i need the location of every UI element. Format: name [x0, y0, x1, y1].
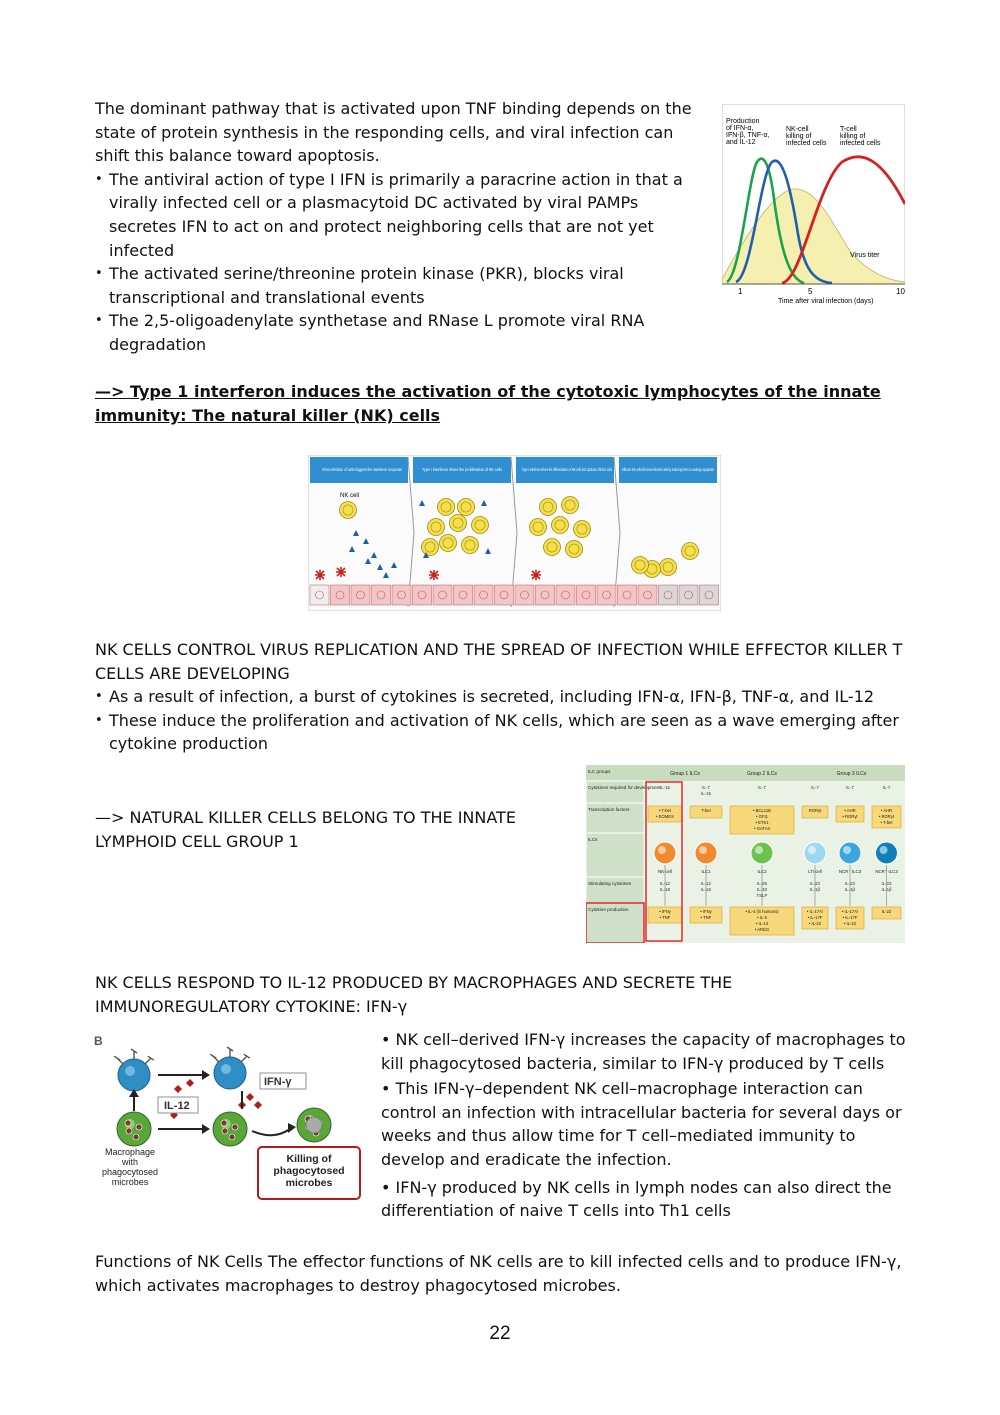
dev-cytokine: IL-15: [700, 791, 712, 796]
ilc-cell-highlight: [843, 846, 851, 854]
killed-microbes: [306, 1117, 322, 1133]
stim-cytokine: IL-1β: [809, 887, 821, 892]
nk-cell: [118, 1059, 150, 1091]
ilc-cell: [654, 842, 676, 864]
transcription-factor: • T-bet: [880, 820, 893, 825]
x-axis-label: Time after viral infection (days): [778, 298, 874, 305]
stim-cytokine: IL-1β: [881, 887, 892, 892]
nk-receptor: [114, 1056, 123, 1064]
nk-cell: [458, 499, 475, 516]
epithelial-cell: [310, 585, 329, 605]
phagocytosed-microbe: [229, 1134, 235, 1140]
intro-paragraph: The dominant pathway that is activated upon TNF binding depends on the state of protein synthesis in the responding cells, and viral infection can shift this balance toward apoptosis.: [95, 99, 692, 166]
dev-cytokine: IL-7: [702, 785, 710, 790]
nk-receptor: [145, 1056, 154, 1064]
nk-cell: [340, 502, 357, 519]
nk-cell-highlight: [221, 1064, 231, 1074]
epithelial-cell: [659, 585, 678, 605]
il12-molecule: [186, 1079, 194, 1087]
production-label: Production of IFN-α, IFN-β, TNF-α, and IL-12: [726, 118, 770, 146]
ilc-cell: [695, 842, 717, 864]
nk-cell: [428, 519, 445, 536]
phagocytosed-microbe: [136, 1124, 142, 1130]
stim-cytokine: IL-33: [756, 887, 768, 892]
stim-cytokine: TSLP: [756, 893, 768, 898]
row-head: Stimulating cytokines: [588, 881, 632, 886]
epithelial-cell: [372, 585, 391, 605]
nk-macrophage-art: [114, 1047, 331, 1146]
intro-section: [95, 97, 695, 357]
row-head: ILC groups: [588, 769, 611, 774]
transcription-factor: • BCL11B: [753, 808, 771, 813]
tick-label: 5: [808, 287, 813, 296]
ilc-name: ILC2: [757, 869, 767, 874]
epithelial-cell: [536, 585, 555, 605]
stim-cytokine: IL-1β: [844, 887, 856, 892]
stim-cytokine: IL-12: [659, 881, 671, 886]
tick-label: 1: [738, 287, 743, 296]
nk-activation-heading: —> Type 1 interferon induces the activation of the cytotoxic lymphocytes of the innate immunity: The natural killer (NK) cells: [95, 382, 881, 425]
nk-killing-label: NK-cell killing of infected cells: [786, 126, 827, 147]
row-head: Cytokines required for development: [588, 785, 661, 790]
nk-cell: [530, 519, 547, 536]
arrow-head: [288, 1123, 296, 1133]
nk-panels-diagram: [308, 455, 721, 611]
nk-cell: [544, 539, 561, 556]
ifn-gamma-label: IFN-γ: [264, 1076, 292, 1088]
row-head: ILCs: [588, 837, 598, 842]
ilc-cell-highlight: [699, 846, 707, 854]
nk-cell: [422, 539, 439, 556]
killing-label: Killing of phagocytosed microbes: [273, 1153, 345, 1189]
transcription-factor: • T-bet: [658, 808, 672, 813]
nk-macrophage-diagram: [92, 1033, 362, 1203]
transcription-factor: • GFI1: [756, 814, 768, 819]
produced-cytokine: • TNF: [700, 915, 712, 920]
ilc-groups-table: [586, 765, 905, 943]
nk-cell: [660, 559, 677, 576]
list-item: • This IFN-γ–dependent NK cell–macrophage interaction can control an infection with intracellular bacteria for several days or weeks and thus allow time for T cell–mediated immunity to develop and eradicate the infection.: [381, 1079, 902, 1169]
arrow: [252, 1129, 290, 1135]
tick-label: 10: [896, 287, 905, 296]
transcription-factor: • RORγt: [842, 814, 858, 819]
panel-title: Virus infection of cells triggers the interferon response: [322, 467, 403, 472]
epithelial-cell: [700, 585, 719, 605]
nk-functions-paragraph: Functions of NK Cells The effector functions of NK cells are to kill infected cells and to produce IFN-γ, which activates macrophages to destroy phagocytosed microbes.: [95, 1252, 902, 1295]
panel-letter: B: [94, 1034, 103, 1048]
panel-title: Type I interferon drives the differentiation of NK cells into cytotoxic effector cells: [522, 467, 613, 472]
arrow-head: [202, 1070, 210, 1080]
nk-cell-highlight: [125, 1066, 135, 1076]
epithelial-cell: [351, 585, 370, 605]
epithelial-cell: [433, 585, 452, 605]
nk-receptor: [241, 1054, 250, 1062]
epithelial-cell: [556, 585, 575, 605]
ilc-cell-highlight: [658, 846, 666, 854]
nk-cell: [552, 517, 569, 534]
phagocytosed-microbe: [133, 1134, 139, 1140]
list-item: • These induce the proliferation and activation of NK cells, which are seen as a wave emerging after cytokine production: [95, 709, 905, 756]
il12-label: IL-12: [164, 1100, 190, 1112]
ilc-cell: [804, 842, 826, 864]
produced-cytokine: • IL-17F: [842, 915, 858, 920]
ilc-cell: [876, 842, 898, 864]
ifn-bullet-list: [95, 168, 695, 357]
ilc-name: NCR⁻ ILC3: [838, 869, 862, 874]
dev-cytokine: IL-7: [846, 785, 854, 790]
produced-cytokine: • IFNγ: [700, 909, 712, 914]
ilc-cell-highlight: [808, 846, 816, 854]
group-header: Group 2 ILCs: [747, 771, 777, 777]
nk-cell: [450, 515, 467, 532]
produced-cytokine: • IFNγ: [659, 909, 671, 914]
epithelial-cell: [679, 585, 698, 605]
page-number: 22: [489, 1323, 511, 1344]
macrophage-label: Macrophage with phagocytosed microbes: [101, 1147, 159, 1187]
list-item: • As a result of infection, a burst of cytokines is secreted, including IFN-α, IFN-β, TNF-α, and IL-12: [95, 685, 905, 709]
list-item: • The 2,5-oligoadenylate synthetase and RNase L promote viral RNA degradation: [95, 309, 695, 356]
epithelial-cell: [413, 585, 432, 605]
il12-heading: NK CELLS RESPOND TO IL-12 PRODUCED BY MACROPHAGES AND SECRETE THE IMMUNOREGULATORY CYTOKINE: IFN-γ: [95, 973, 733, 1016]
phagocytosed-microbe: [125, 1120, 131, 1126]
nk-cell: [540, 499, 557, 516]
ifn-gamma-molecule: [246, 1093, 254, 1101]
epithelial-cell: [638, 585, 657, 605]
panel-title: Effector NK cells kill virus-infected cells by inducing them to undergo apoptosis: [622, 467, 715, 472]
nk-cell-label: NK cell: [340, 493, 360, 499]
nk-cell: [462, 537, 479, 554]
ilc-cell-highlight: [755, 846, 763, 854]
phagocytosed-microbe: [126, 1128, 132, 1134]
nk-activation-panels-figure: [308, 455, 721, 611]
list-item: • The activated serine/threonine protein kinase (PKR), blocks viral transcriptional and translational events: [95, 262, 695, 309]
transcription-factor: • RORγt: [878, 814, 895, 819]
virus-particle: [315, 570, 325, 580]
produced-cytokine: • IL-5: [757, 915, 767, 920]
row-head: Transcription factors: [588, 807, 630, 812]
nk-receptor: [210, 1054, 219, 1062]
ilc-name: NK cell: [658, 869, 672, 874]
dev-cytokine: IL-7: [882, 785, 891, 790]
arrow-head: [202, 1124, 210, 1134]
nk-cell: [440, 535, 457, 552]
produced-cytokine: • IL-17A/: [841, 909, 859, 914]
macrophage: [117, 1112, 151, 1146]
epithelial-cell: [495, 585, 514, 605]
panel-title: Type I interferon drives the proliferation of NK cells: [422, 467, 503, 472]
stim-cytokine: IL-12: [700, 881, 712, 886]
row-head: Cytokine production: [588, 907, 629, 912]
transcription-factor: • AHR: [880, 808, 893, 813]
list-item: • The antiviral action of type I IFN is primarily a paracrine action in that a virally infected cell or a plasmacytoid DC activated by viral PAMPs secretes IFN to act on and protect neighboring cells that are not yet infected: [95, 168, 695, 262]
transcription-factor: RORγt: [808, 808, 822, 813]
control-bullet-list: [95, 685, 905, 756]
produced-cytokine: • IL-17F: [807, 915, 823, 920]
nk-macrophage-figure: [92, 1033, 362, 1203]
epithelial-cell: [618, 585, 637, 605]
ilc-name: LTi cell: [808, 869, 822, 874]
ilc-groups-table-figure: [586, 765, 905, 943]
nk-control-heading: NK CELLS CONTROL VIRUS REPLICATION AND THE SPREAD OF INFECTION WHILE EFFECTOR KILLER T CELLS ARE DEVELOPING: [95, 640, 903, 683]
nk-cell: [632, 557, 649, 574]
ilc-cell: [839, 842, 861, 864]
group-header: Group 1 ILCs: [670, 771, 700, 777]
dev-cytokine: IL-15: [659, 785, 671, 790]
infection-kinetics-graph: [722, 104, 905, 306]
produced-cytokine: • IL-17A/: [806, 909, 824, 914]
produced-cytokine: IL-22: [881, 909, 892, 914]
stim-cytokine: IL-23: [881, 881, 892, 886]
il12-bullets: [381, 1028, 911, 1223]
nk-cell: [472, 517, 489, 534]
transcription-factor: • GATA3: [754, 826, 770, 831]
stim-cytokine: IL-18: [700, 887, 712, 892]
virus-titer-label: Virus titer: [850, 252, 880, 259]
produced-cytokine: • IL-4 (in humans): [745, 909, 779, 914]
stim-cytokine: IL-25: [756, 881, 768, 886]
ilc-name: ILC1: [701, 869, 711, 874]
infection-kinetics-figure: [722, 104, 905, 306]
nk-cell: [682, 543, 699, 560]
produced-cytokine: • IL-13: [755, 921, 769, 926]
ilc-cell: [751, 842, 773, 864]
phagocytosed-microbe: [221, 1120, 227, 1126]
epithelial-cell: [577, 585, 596, 605]
epithelial-cell: [392, 585, 411, 605]
produced-cytokine: • AREG: [754, 927, 770, 932]
group-header: Group 3 ILCs: [836, 771, 867, 777]
stim-cytokine: IL-23: [844, 881, 856, 886]
macrophage: [213, 1112, 247, 1146]
virus-particle: [429, 570, 439, 580]
epithelial-cell: [454, 585, 473, 605]
transcription-factor: • ETS1: [755, 820, 769, 825]
epithelial-cell: [331, 585, 350, 605]
nk-receptor: [227, 1047, 233, 1057]
produced-cytokine: • IL-22: [808, 921, 822, 926]
nk-cell: [566, 541, 583, 558]
dev-cytokine: IL-7: [758, 785, 766, 790]
list-item: • NK cell–derived IFN-γ increases the capacity of macrophages to kill phagocytosed bacteria, similar to IFN-γ produced by T cells: [381, 1030, 906, 1073]
list-item: • IFN-γ produced by NK cells in lymph nodes can also direct the differentiation of naive T cells into Th1 cells: [381, 1177, 892, 1221]
nk-receptor: [131, 1049, 137, 1059]
produced-cytokine: • TNF: [659, 915, 671, 920]
virus-particle: [336, 567, 346, 577]
epithelial-cell: [474, 585, 493, 605]
transcription-factor: • AHR: [844, 808, 856, 813]
virus-particle: [531, 570, 541, 580]
nk-cell: [574, 521, 591, 538]
il12-molecule: [174, 1085, 182, 1093]
stim-cytokine: IL-23: [809, 881, 821, 886]
transcription-factor: T-bet: [701, 808, 711, 813]
stim-cytokine: IL-18: [659, 887, 671, 892]
phagocytosed-microbe: [232, 1124, 238, 1130]
epithelial-cell: [597, 585, 616, 605]
produced-cytokine: • IL-22: [843, 921, 857, 926]
ilc-cell-highlight: [880, 846, 888, 854]
t-cell-killing-label: T-cell killing of infected cells: [840, 126, 881, 147]
nk-cell: [562, 497, 579, 514]
transcription-factor: • EOMES: [656, 814, 674, 819]
epithelial-cell: [515, 585, 534, 605]
nk-cell: [438, 499, 455, 516]
nk-cell: [214, 1057, 246, 1089]
dev-cytokine: IL-7: [811, 785, 819, 790]
phagocytosed-microbe: [222, 1128, 228, 1134]
ilc-name: NCR⁺ ILC3: [875, 869, 898, 874]
nk-control-section: [95, 638, 905, 756]
ifn-gamma-molecule: [254, 1101, 262, 1109]
ilc-group-text: —> NATURAL KILLER CELLS BELONG TO THE INNATE LYMPHOID CELL GROUP 1: [95, 808, 516, 851]
